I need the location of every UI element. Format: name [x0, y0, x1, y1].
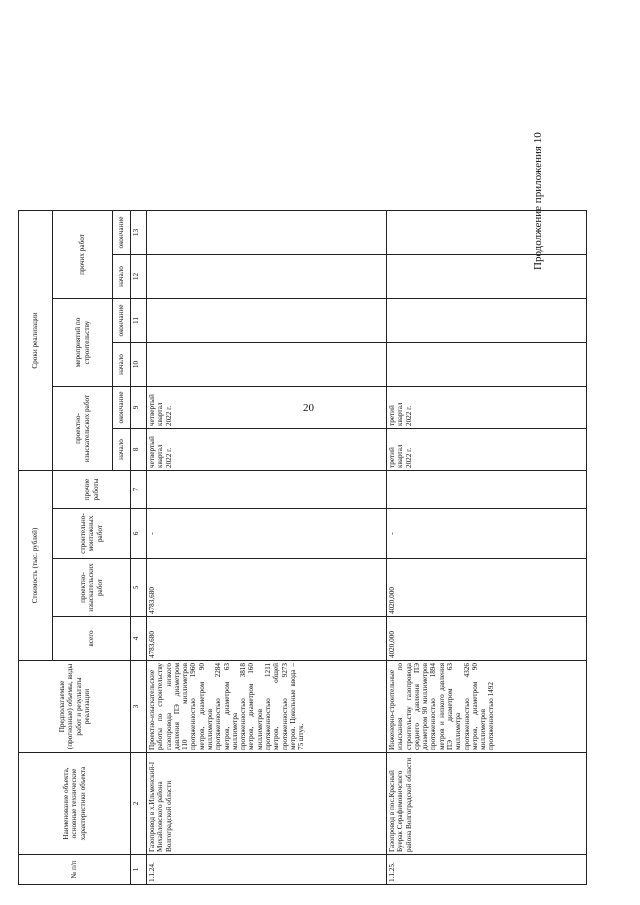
row-survey-cost: 4783,680 — [147, 559, 387, 617]
header-end: окончание — [113, 387, 131, 429]
row-construction-end — [147, 299, 387, 343]
continuation-caption: Продолжение приложения 10 — [532, 132, 544, 270]
header-terms-construction: мероприятий по строительству — [53, 299, 113, 387]
row-construction-end — [387, 299, 587, 343]
header-terms-other: прочих работ — [53, 211, 113, 299]
row-survey-cost: 4020,000 — [387, 559, 587, 617]
header-cost-survey: проектно-изыскательских работ — [53, 559, 131, 617]
col-number: 5 — [131, 559, 147, 617]
header-start: начало — [113, 343, 131, 387]
row-num: 1.1.25. — [387, 855, 587, 885]
header-cost-construction: строительно-монтажных работ — [53, 509, 131, 559]
row-other-end — [387, 211, 587, 255]
row-survey-start: четвертый квартал 2022 г. — [147, 429, 387, 471]
row-other-start — [387, 255, 587, 299]
header-terms-survey: проектно-изыскательских работ — [53, 387, 113, 471]
row-object-name: Газопровод в х.Ильменский-I Михайловского района Волгоградской области — [147, 753, 387, 855]
header-terms: Сроки реализации — [19, 211, 53, 471]
row-construction-cost: - — [147, 509, 387, 559]
col-number: 10 — [131, 343, 147, 387]
header-object-name: Наименование объекта, основные технические характеристики объекта — [19, 753, 131, 855]
header-end: окончание — [113, 299, 131, 343]
row-survey-end: четвертый квартал 2022 г. — [147, 387, 387, 429]
row-other-end — [147, 211, 387, 255]
header-start: начало — [113, 255, 131, 299]
col-number: 12 — [131, 255, 147, 299]
row-construction-start — [387, 343, 587, 387]
row-other-start — [147, 255, 387, 299]
col-number: 3 — [131, 661, 147, 753]
col-number: 7 — [131, 471, 147, 509]
row-num: 1.1.24. — [147, 855, 387, 885]
header-cost: Стоимость (тыс. рублей) — [19, 471, 53, 661]
schedule-table — [18, 210, 587, 885]
row-survey-start: третий квартал 2022 г. — [387, 429, 587, 471]
header-planned-volumes: Предполагаемые (прогнозные) объемы, виды работ и результаты реализации — [19, 661, 131, 753]
page-number: 20 — [303, 402, 314, 414]
row-planned: Проектно-изыскательские работы по строительству газопровода низкого давления ПЭ диаметром 110 миллиметров протяженностью 1960 метров, диаметром 90 миллиметров протяженностью 2284 метров, диаметром 63 миллиметра протяженностью 3818 метров, диаметром 160 миллиметров протяженностью 1211 метров, общей протяженностью 9273 метров. Цокольные ввода – 75 штук. — [147, 661, 387, 753]
col-number: 4 — [131, 617, 147, 661]
header-end: окончание — [113, 211, 131, 255]
row-other-cost — [387, 471, 587, 509]
table-row — [387, 211, 587, 885]
row-survey-end: третий квартал 2022 г. — [387, 387, 587, 429]
row-total: 4783,680 — [147, 617, 387, 661]
col-number: 8 — [131, 429, 147, 471]
row-total: 4020,000 — [387, 617, 587, 661]
row-construction-start — [147, 343, 387, 387]
row-other-cost — [147, 471, 387, 509]
col-number: 2 — [131, 753, 147, 855]
header-start: начало — [113, 429, 131, 471]
col-number: 6 — [131, 509, 147, 559]
row-construction-cost: - — [387, 509, 587, 559]
header-num: № п/п — [19, 855, 131, 885]
row-object-name: Газопровод в пос.Красный Буерак Серафимовичского района Волгоградской области — [387, 753, 587, 855]
col-number: 1 — [131, 855, 147, 885]
col-number: 9 — [131, 387, 147, 429]
col-number: 13 — [131, 211, 147, 255]
header-cost-other: прочие работы — [53, 471, 131, 509]
rotated-table-wrap — [18, 35, 578, 885]
header-cost-total: всего — [53, 617, 131, 661]
table-row — [147, 211, 387, 885]
col-number: 11 — [131, 299, 147, 343]
row-planned: Инженерно-строительные изыскания по строительству газопровода среднего давления ПЭ диаметром 90 миллиметров протяженностью 1894 метров и низкого давления ПЭ диаметром 63 миллиметра протяженностью 4326 метров, диаметром 90 миллиметров протяженностью 1492 — [387, 661, 587, 753]
